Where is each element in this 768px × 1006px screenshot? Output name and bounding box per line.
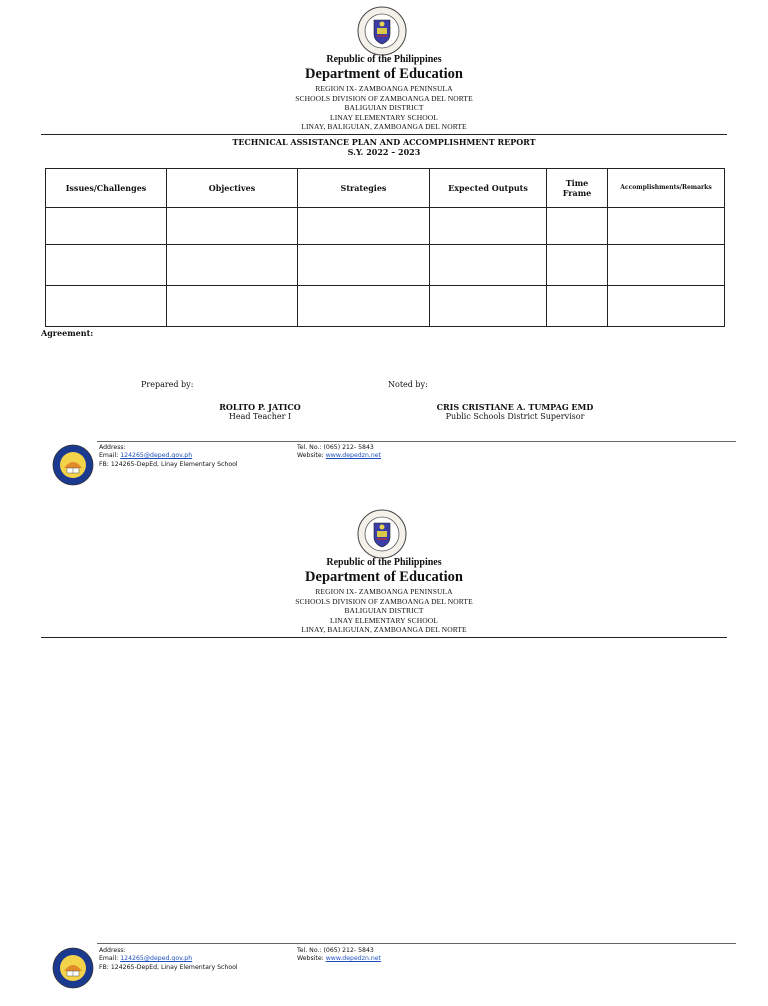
deped-seal-icon <box>357 6 407 56</box>
region-line: REGION IX- ZAMBOANGA PENINSULA <box>315 84 453 93</box>
technical-assistance-table <box>45 168 725 327</box>
column-header: Expected Outputs <box>430 169 547 208</box>
table-cell[interactable] <box>167 286 298 327</box>
email-link[interactable]: 124265@deped.gov.ph <box>120 452 193 460</box>
tel-line: Tel. No.: (065) 212- 5843 <box>297 444 374 451</box>
table-cell[interactable] <box>167 245 298 286</box>
tel-line: Tel. No.: (065) 212- 5843 <box>297 947 374 954</box>
footer-contact-right <box>297 947 381 964</box>
fb-line: FB: 124265-DepEd, Linay Elementary School <box>99 460 238 468</box>
footer-contact-left <box>99 947 238 972</box>
header-divider <box>41 134 727 135</box>
column-header: Issues/Challenges <box>46 169 167 208</box>
district-line: BALIGUIAN DISTRICT <box>344 606 424 616</box>
table-cell[interactable] <box>46 286 167 327</box>
report-title: TECHNICAL ASSISTANCE PLAN AND ACCOMPLISHMENT REPORT <box>232 137 536 147</box>
table-cell[interactable] <box>430 286 547 327</box>
table-cell[interactable] <box>547 208 608 245</box>
department-title: Department of Education <box>305 66 463 82</box>
email-line <box>99 955 238 963</box>
office-address-block <box>0 84 768 132</box>
division-line: SCHOOLS DIVISION OF ZAMBOANGA DEL NORTE <box>295 93 473 103</box>
address-label: Address: <box>99 947 126 954</box>
division-line: SCHOOLS DIVISION OF ZAMBOANGA DEL NORTE <box>295 596 473 606</box>
address-label: Address: <box>99 444 126 451</box>
district-line: BALIGUIAN DISTRICT <box>344 103 424 113</box>
website-label: Website: <box>297 452 324 460</box>
column-header: Time Frame <box>547 169 608 208</box>
school-year: S.Y. 2022 – 2023 <box>347 147 421 157</box>
footer-contact-left <box>99 444 238 469</box>
noted-by-label: Noted by: <box>388 380 428 389</box>
school-line: LINAY ELEMENTARY SCHOOL <box>330 112 438 122</box>
email-link[interactable]: 124265@deped.gov.ph <box>120 955 193 963</box>
email-label: Email: <box>99 955 119 963</box>
school-logo-icon <box>52 947 94 989</box>
table-row <box>46 286 725 327</box>
footer-divider <box>97 943 736 944</box>
prepared-by-role: Head Teacher I <box>228 412 292 421</box>
table-cell[interactable] <box>430 208 547 245</box>
website-line <box>297 955 381 963</box>
school-logo-icon <box>52 444 94 486</box>
location-line: LINAY, BALIGUIAN, ZAMBOANGA DEL NORTE <box>301 122 467 132</box>
table-header-row <box>46 169 725 208</box>
deped-seal-icon <box>357 509 407 559</box>
website-link[interactable]: www.depedzn.net <box>325 955 381 963</box>
table-cell[interactable] <box>298 208 430 245</box>
table-cell[interactable] <box>167 208 298 245</box>
table-cell[interactable] <box>547 245 608 286</box>
school-line: LINAY ELEMENTARY SCHOOL <box>330 615 438 625</box>
office-address-block <box>0 587 768 635</box>
table-row <box>46 245 725 286</box>
fb-line: FB: 124265-DepEd, Linay Elementary School <box>99 963 238 971</box>
table-cell[interactable] <box>608 245 725 286</box>
table-cell[interactable] <box>46 208 167 245</box>
column-header: Strategies <box>298 169 430 208</box>
department-title: Department of Education <box>305 569 463 585</box>
website-line <box>297 452 381 460</box>
table-cell[interactable] <box>298 245 430 286</box>
table-cell[interactable] <box>547 286 608 327</box>
table-cell[interactable] <box>608 208 725 245</box>
email-line <box>99 452 238 460</box>
column-header: Accomplishments/Remarks <box>608 169 725 208</box>
republic-label: Republic of the Philippines <box>326 557 442 568</box>
noted-by-role: Public Schools District Supervisor <box>445 412 585 421</box>
table-cell[interactable] <box>608 286 725 327</box>
website-link[interactable]: www.depedzn.net <box>325 452 381 460</box>
republic-label: Republic of the Philippines <box>326 54 442 65</box>
column-header: Objectives <box>167 169 298 208</box>
email-label: Email: <box>99 452 119 460</box>
region-line: REGION IX- ZAMBOANGA PENINSULA <box>315 587 453 596</box>
table-row <box>46 208 725 245</box>
location-line: LINAY, BALIGUIAN, ZAMBOANGA DEL NORTE <box>301 625 467 635</box>
table-cell[interactable] <box>298 286 430 327</box>
noted-by-name: CRIS CRISTIANE A. TUMPAG EMD <box>436 402 594 412</box>
agreement-label: Agreement: <box>41 328 94 338</box>
table-cell[interactable] <box>46 245 167 286</box>
table-cell[interactable] <box>430 245 547 286</box>
website-label: Website: <box>297 955 324 963</box>
prepared-by-label: Prepared by: <box>141 380 194 389</box>
prepared-by-name: ROLITO P. JATICO <box>219 402 301 412</box>
footer-contact-right <box>297 444 381 461</box>
header-divider <box>41 637 727 638</box>
footer-divider <box>97 441 736 442</box>
